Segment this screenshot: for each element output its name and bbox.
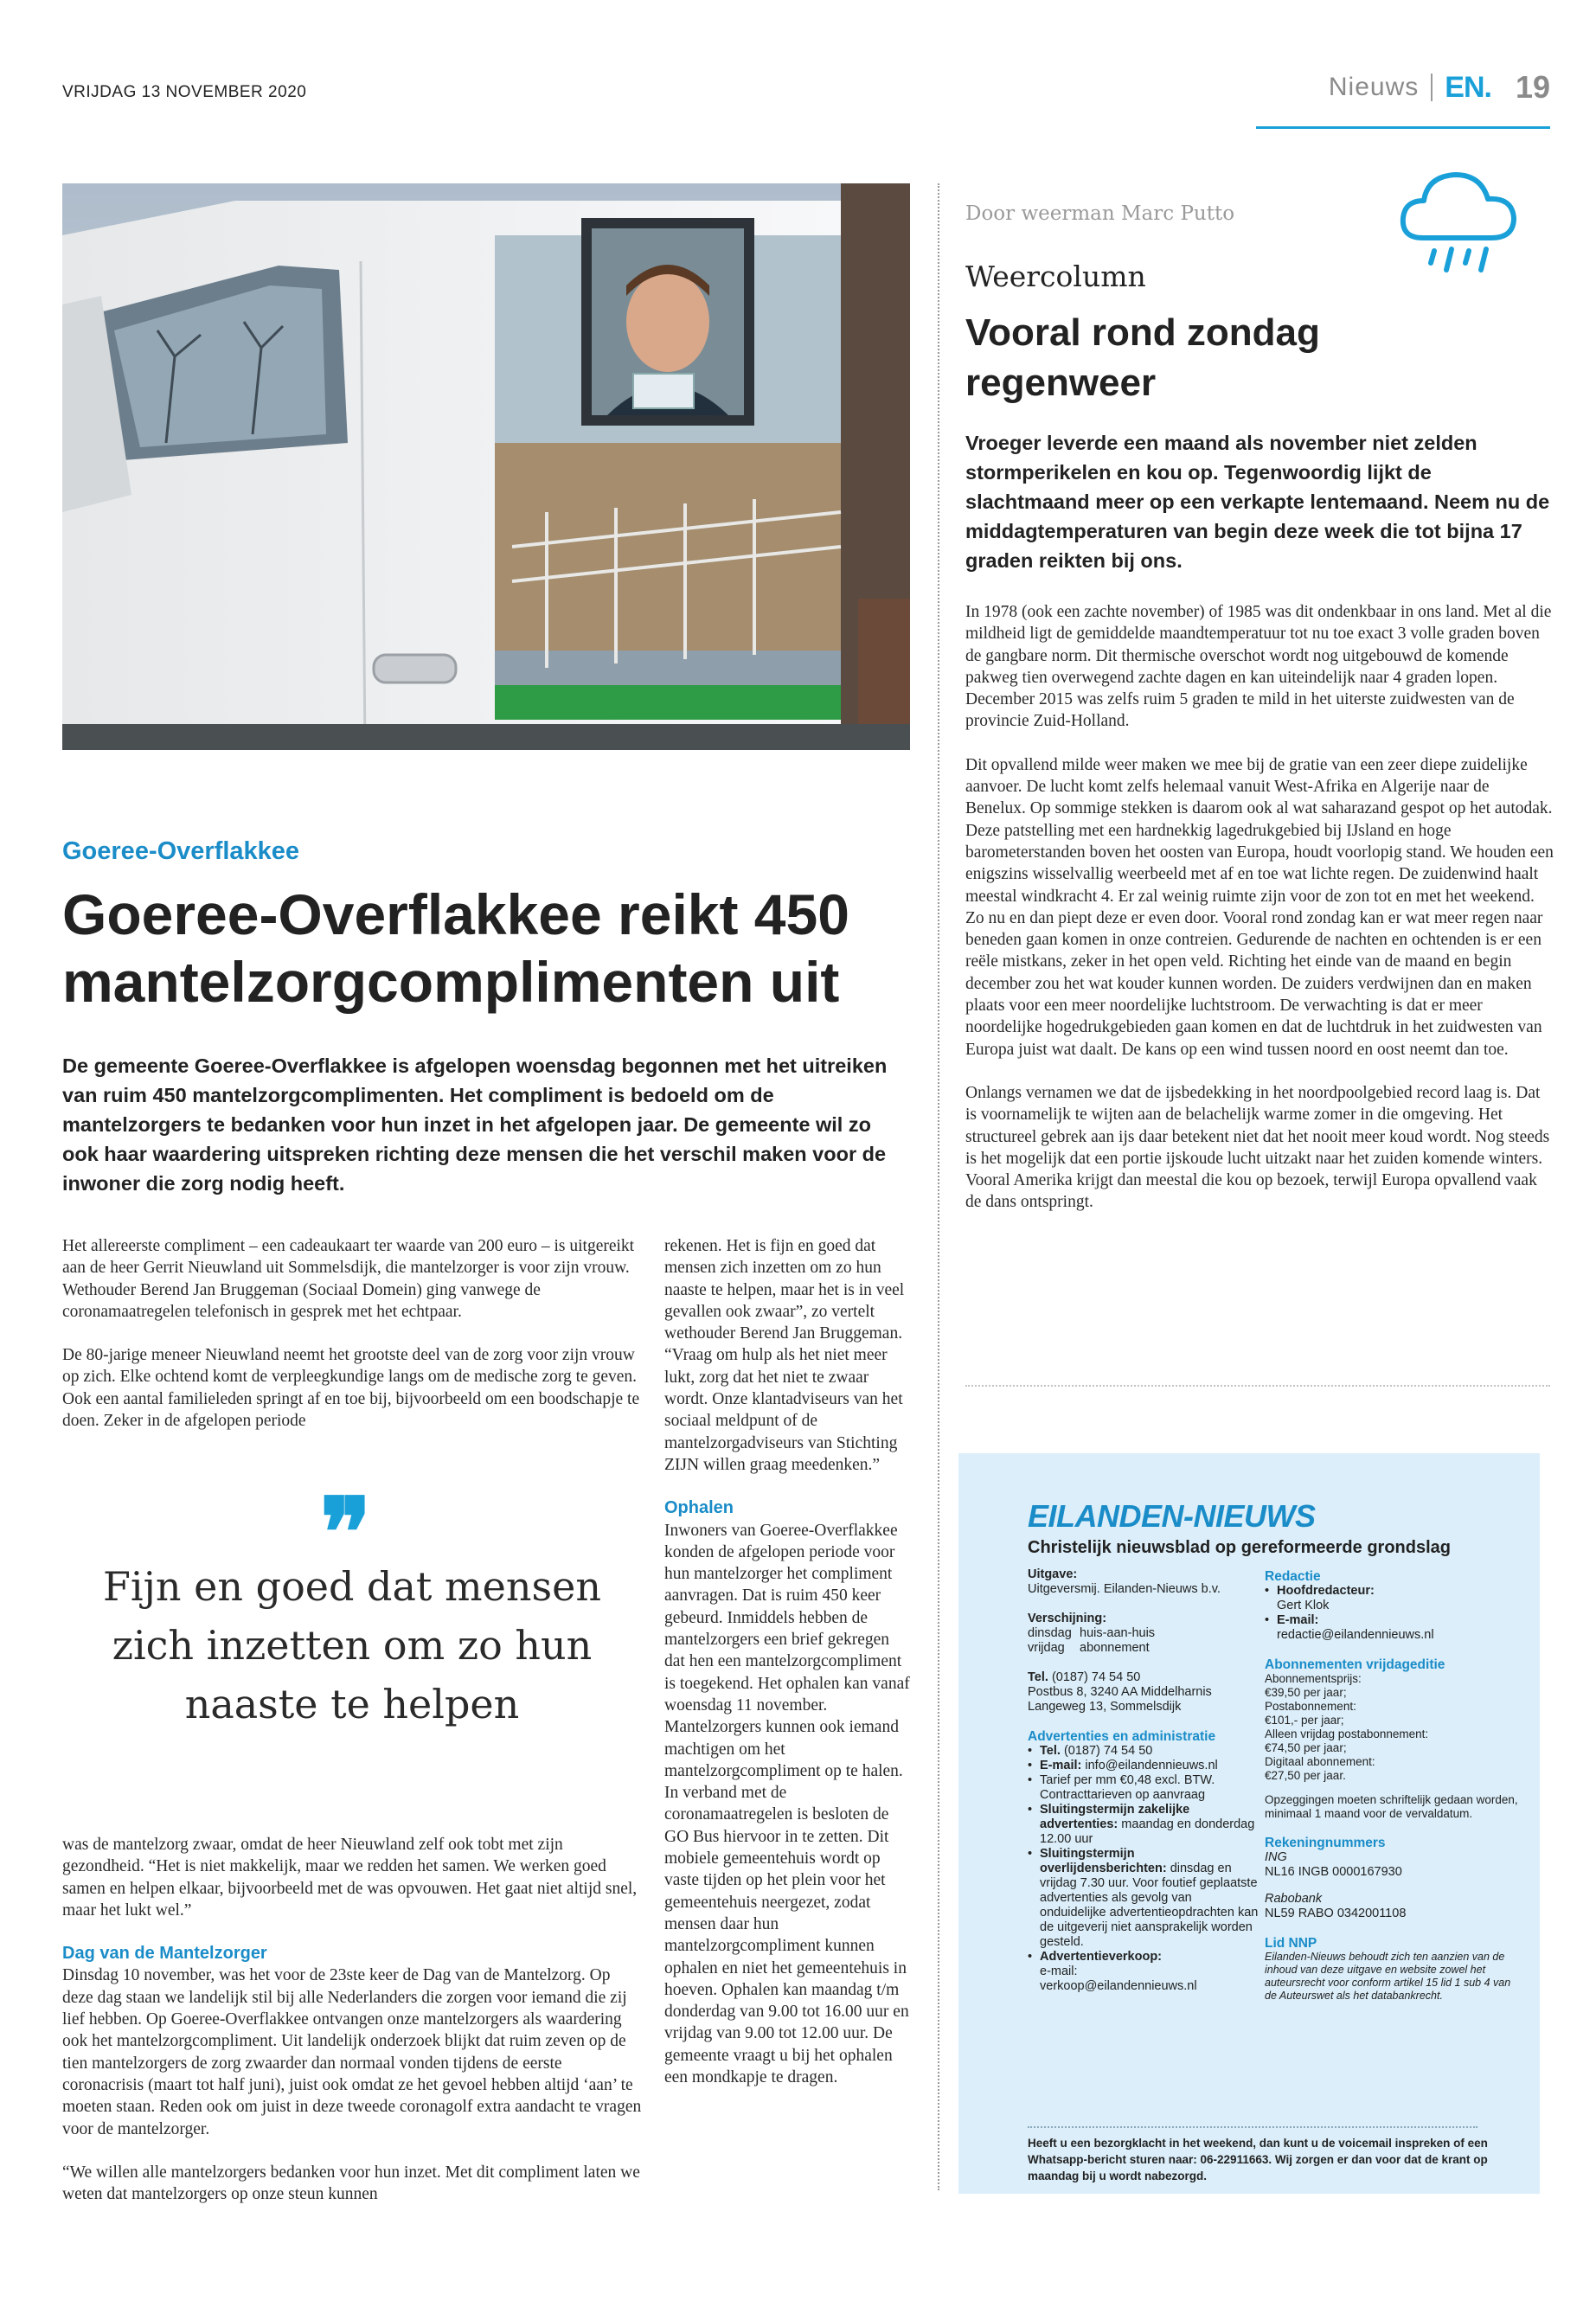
weather-lead: Vroeger leverde een maand als november niet zelden stormperikelen en kou op. Tegenwoordig lijkt de slachtmaand meer op een verkapte lentemaand. Neem nu de middagtemperaturen van begin deze week die tot bijna 17 graden reikten bij ons. (965, 432, 1550, 572)
list-item (1028, 1744, 1261, 1759)
verschijning-day: dinsdag (1028, 1626, 1072, 1640)
tel-value: (0187) 74 54 50 (1051, 1670, 1141, 1684)
issue-date: VRIJDAG 13 NOVEMBER 2020 (62, 83, 307, 101)
article-column-1-bottom (62, 1834, 642, 2205)
address-line: Postbus 8, 3240 AA Middelharnis (1028, 1685, 1212, 1699)
weather-column-title: Weercolumn (965, 260, 1146, 293)
price-label: Alleen vrijdag postabonnement: (1265, 1727, 1429, 1740)
weather-author: Door weerman Marc Putto (965, 202, 1235, 225)
price-label: Abonnementsprijs: (1265, 1672, 1362, 1685)
bank-name: ING (1265, 1850, 1287, 1864)
article-column-1-top (62, 1235, 642, 1432)
article-headline: Goeree-Overflakkee reikt 450 mantelzorgcomplimenten uit (62, 882, 849, 1014)
abonnementen-note: Opzeggingen moeten schriftelijk gedaan worden, minimaal 1 maand voor de vervaldatum. (1265, 1793, 1518, 1820)
adv-sluiting-value: maandag en donderdag 12.00 uur (1040, 1817, 1255, 1846)
account-number: NL59 RABO 0342001108 (1265, 1907, 1407, 1920)
article-paragraph: “We willen alle mantelzorgers bedanken voor hun inzet. Met dit compliment laten we weten dat mantelzorgers op onze steun kunnen (62, 2163, 640, 2204)
weather-headline: Vooral rond zondag regenweer (965, 311, 1320, 404)
address-line: Langeweg 13, Sommelsdijk (1028, 1700, 1182, 1714)
article-subheading: Ophalen (664, 1498, 734, 1518)
adv-email-link[interactable]: info@eilandennieuws.nl (1085, 1759, 1218, 1772)
abonnementen-prices (1265, 1672, 1524, 1821)
weather-paragraph: Onlangs vernamen we dat de ijsbedekking in het noordpoolgebied record laag is. Dat is voornamelijk te wijten aan de belachelijk warme zomer in die omgeving. Het structureel gebrek aan ijs daar betekent niet dat het nooit meer koud wordt. Nog steeds is het mogelijk dat een portie ijskoude lucht uitzakt naar het zuiden komende winters. Vooral Amerika krijgt dan meestal die kou op bezoek, terwijl Europa opvallend vaak de dans ontspringt. (965, 1083, 1550, 1212)
article-paragraph: rekenen. Het is fijn en goed dat mensen zich inzetten om zo hun naaste te helpen, maar het is in veel gevallen ook zwaar”, zo vertelt wethouder Berend Jan Bruggeman. “Vraag om hulp als het niet meer lukt, zorg dat het niet te zwaar wordt. Onze klantadviseurs van het sociaal meldpunt of de mantelzorgadviseurs van Stichting ZIJN willen graag meedenken.” (664, 1237, 905, 1474)
redactie-heading: Redactie (1265, 1569, 1321, 1584)
colophon-footer-separator (1028, 2126, 1477, 2128)
quote-mark-icon: ❞ (320, 1481, 372, 1586)
header-rule (1256, 126, 1550, 129)
pull-quote: Fijn en goed dat mensen zich inzetten om zo hun naaste te helpen (103, 1563, 601, 1727)
price-label: Digitaal abonnement: (1265, 1755, 1375, 1768)
article-photo (62, 183, 910, 750)
column-divider (938, 183, 939, 2190)
colophon-subtitle: Christelijk nieuwsblad op gereformeerde grondslag (1028, 1538, 1451, 1557)
list-item (1028, 1803, 1261, 1847)
price-label: Postabonnement: (1265, 1700, 1356, 1713)
en-logo: EN. (1445, 70, 1491, 104)
adv-tel-label: Tel. (1040, 1744, 1061, 1758)
colophon-left-column (1028, 1567, 1261, 1994)
price-value: €101,- per jaar; (1265, 1714, 1344, 1727)
list-item: • Tarief per mm €0,48 excl. BTW. Contracttarieven op aanvraag (1028, 1773, 1261, 1803)
redactie-email-link[interactable]: redactie@eilandennieuws.nl (1277, 1628, 1434, 1642)
price-value: €27,50 per jaar. (1265, 1769, 1346, 1782)
weather-paragraph: Dit opvallend milde weer maken we mee bij de gratie van een zeer diepe zuidelijke aanvoer. De lucht komt zelfs helemaal vanuit West-Afrika en Algerije naar de Benelux. Op sommige stekken is daarom ook al wat saharazand gespot op het autodak. Deze patstelling met een hardnekkig lagedrukgebied bij IJsland en hoge barometerstanden boven het oosten van Europa, houdt voorlopig stand. We houden een enigszins wisselvallig weerbeeld met af en toe wat lichte regen. De zuidenwind haalt meestal windkracht 4. Er zal weinig ruimte zijn voor de zon tot en met het weekend. Zo nu en dan piept deze er even door. Vooral rond zondag kan er wat meer regen naar beneden gaan komen in onze contreien. Gedurende de nachten en ochtenden is er een reële mistkans, zeker in het open veld. Richting het einde van de maand en begin december zou het wat kouder kunnen worden. De zuiders verdwijnen dan en maken plaats voor een meer noordelijke luchtstroom. De verwachting is dat er meer noordelijke hogedrukgebieden gaan komen en dat de luchtdruk in het zuidwesten van Europa juist wat daalt. De kans op een wind tussen noord en oost neemt dan toe. (965, 755, 1554, 1059)
bank-name: Rabobank (1265, 1892, 1323, 1906)
price-value: €39,50 per jaar; (1265, 1686, 1347, 1699)
photo-van-illustration (62, 183, 910, 750)
list-item (1265, 1613, 1524, 1643)
verschijning-value: abonnement (1080, 1641, 1150, 1655)
page-number: 19 (1515, 69, 1550, 105)
rekeningnummers-heading: Rekeningnummers (1265, 1836, 1386, 1850)
list-item (1028, 1759, 1261, 1773)
colophon-box (958, 1453, 1540, 2194)
colophon-right-column (1265, 1567, 1524, 2003)
article-paragraph: Dinsdag 10 november, was het voor de 23ste keer de Dag van de Mantelzorg. Op deze dag staan we landelijk stil bij alle Nederlanders die zorgen voor iemand die zij lief hebben. Op Goeree-Overflakkee ontvangen onze mantelzorgers als waardering ook het mantelzorgcompliment. Uit landelijk onderzoek blijkt dat ruim zeven op de tien mantelzorgers de zorg zwaarder dan normaal vonden tijdens de eerste coronacrisis (maart tot half juni), juist ook omdat ze het gevoel hebben altijd ‘aan’ te moeten staan. Reden ook om juist in deze tweede coronagolf extra aandacht te vragen voor de mantelzorger. (62, 1966, 642, 2138)
advertenties-heading: Advertenties en administratie (1028, 1729, 1216, 1744)
article-subheading: Dag van de Mantelzorger (62, 1944, 267, 1964)
nnp-heading: Lid NNP (1265, 1936, 1317, 1951)
uitgave-value: Uitgeversmij. Eilanden-Nieuws b.v. (1028, 1582, 1221, 1596)
account-number: NL16 INGB 0000167930 (1265, 1865, 1402, 1879)
verschijning-value: huis-aan-huis (1080, 1626, 1156, 1640)
adv-tel-value: (0187) 74 54 50 (1063, 1744, 1153, 1758)
rekeningnummers (1265, 1850, 1524, 1921)
colophon-footer-note: Heeft u een bezorgklacht in het weekend, dan kunt u de voicemail inspreken of een Whatsapp-bericht sturen naar: 06-22911663. Wij zorgen er dan voor dat de krant op maandag bij u wordt nabezorgd. (1028, 2137, 1488, 2182)
adv-verkoop-email-label: e-mail: (1040, 1965, 1078, 1978)
article-paragraph: Het allereerste compliment – een cadeaukaart ter waarde van 200 euro – is uitgereikt aan de heer Gerrit Nieuwland uit Sommelsdijk, die mantelzorger is voor zijn vrouw. Wethouder Berend Jan Bruggeman (Sociaal Domein) ging vanwege de coronamaatregelen telefonisch in gesprek met het echtpaar. (62, 1237, 635, 1321)
verschijning-label: Verschijning: (1028, 1612, 1107, 1625)
hoofdredacteur-value: Gert Klok (1277, 1599, 1330, 1612)
redactie-email-label: E-mail: (1277, 1613, 1319, 1627)
header-divider (1431, 74, 1433, 101)
article-paragraph: De 80-jarige meneer Nieuwland neemt het grootste deel van de zorg voor zijn vrouw op zich. Elke ochtend komt de verpleegkundige langs om de medische zorg te geven. Ook een aantal familieleden springt af en toe bij, bijvoorbeeld om een boodschapje te doen. Zeker in de afgelopen periode (62, 1346, 640, 1431)
article-lead: De gemeente Goeree-Overflakkee is afgelopen woensdag begonnen met het uitreiken van ruim 450 mantelzorgcomplimenten. Het compliment is bedoeld om de mantelzorgers te bedanken voor hun inzet in het afgelopen jaar. De gemeente wil zo ook haar waardering uitspreken richting deze mensen die het verschil maken voor de inwoner die zorg nodig heeft. (62, 1054, 888, 1195)
adv-verkoop-email-link[interactable]: verkoop@eilandennieuws.nl (1040, 1979, 1197, 1993)
rain-cloud-icon (1393, 164, 1522, 281)
tel-label: Tel. (1028, 1670, 1048, 1684)
eilanden-nieuws-logo: EILANDEN-NIEUWS (1028, 1498, 1316, 1534)
redactie-list (1265, 1584, 1524, 1643)
adv-email-label: E-mail: (1040, 1759, 1082, 1772)
article-paragraph: was de mantelzorg zwaar, omdat de heer Nieuwland zelf ook tobt met zijn gezondheid. “Het is niet makkelijk, maar we redden het samen. We werken goed samen en helpen elkaar, bijvoorbeeld met de was opvouwen. Het gaat niet altijd snel, maar het lukt wel.” (62, 1836, 638, 1920)
section-name: Nieuws (1328, 73, 1420, 101)
article-column-2 (664, 1235, 912, 2088)
adv-sluiting-label: Sluitingstermijn zakelijke advertenties: (1040, 1803, 1190, 1831)
page-header-right (1246, 66, 1550, 109)
article-kicker: Goeree-Overflakkee (62, 837, 300, 865)
weather-paragraph: In 1978 (ook een zachte november) of 1985 was dit ondenkbaar in ons land. Met al die mildheid ligt de gemiddelde maandtemperatuur tot nu toe exact 3 volle graden boven de gangbare norm. Dit thermische overschot wordt nog uitgebouwd de komende pakweg tien overwegend zachte dagen en kan uiteindelijk naar 4 graden lopen. December 2015 was zelfs ruim 5 graden te mild in het uiterste zuidwesten van de provincie Zuid-Holland. (965, 603, 1552, 731)
list-item (1028, 1847, 1261, 1950)
nnp-text: Eilanden-Nieuws behoudt zich ten aanzien van de inhoud van deze uitgave en website zowel het auteursrecht voor conform artikel 15 lid 1 sub 4 van de Auteurswet als het databankrecht. (1265, 1951, 1511, 2002)
advertenties-list (1028, 1744, 1261, 1994)
adv-overlijden-value: dinsdag en vrijdag 7.30 uur. Voor foutief geplaatste advertenties als gevolg van onduidelijke advertentieopdrachten kan de uitgeverij niet aansprakelijk worden gesteld. (1040, 1862, 1259, 1949)
list-item (1265, 1584, 1524, 1613)
verschijning-day: vrijdag (1028, 1641, 1065, 1655)
adv-verkoop-label: Advertentieverkoop: (1040, 1950, 1163, 1964)
article-paragraph: Inwoners van Goeree-Overflakkee konden de afgelopen periode voor hun mantelzorger het compliment aanvragen. Dat is ruim 450 keer gebeurd. Inmiddels hebben de mantelzorgers een brief gekregen dat hen een mantelzorgcompliment is toegekend. Het ophalen kan vanaf woensdag 11 november. Mantelzorgers kunnen ook iemand machtigen om het mantelzorgcompliment op te halen. In verband met de coronamaatregelen is besloten de GO Bus hiervoor in te zetten. Dit mobiele gemeentehuis wordt op vaste tijden op het plein voor het gemeentehuis neergezet, zodat mensen daar hun mantelzorgcompliment kunnen ophalen en niet het gemeentehuis in hoeven. Ophalen kan maandag t/m donderdag van 9.00 tot 16.00 uur en vrijdag van 9.00 tot 12.00 uur. De gemeente vraagt u bij het ophalen een mondkapje te dragen. (664, 1521, 910, 2086)
weather-separator (965, 1385, 1550, 1387)
uitgave-label: Uitgave: (1028, 1567, 1078, 1581)
hoofdredacteur-label: Hoofdredacteur: (1277, 1584, 1375, 1598)
price-value: €74,50 per jaar; (1265, 1741, 1347, 1754)
abonnementen-heading: Abonnementen vrijdageditie (1265, 1657, 1445, 1672)
list-item (1028, 1950, 1261, 1994)
adv-overlijden-label: Sluitingstermijn overlijdensberichten: (1040, 1847, 1167, 1875)
weather-body (965, 601, 1554, 1214)
